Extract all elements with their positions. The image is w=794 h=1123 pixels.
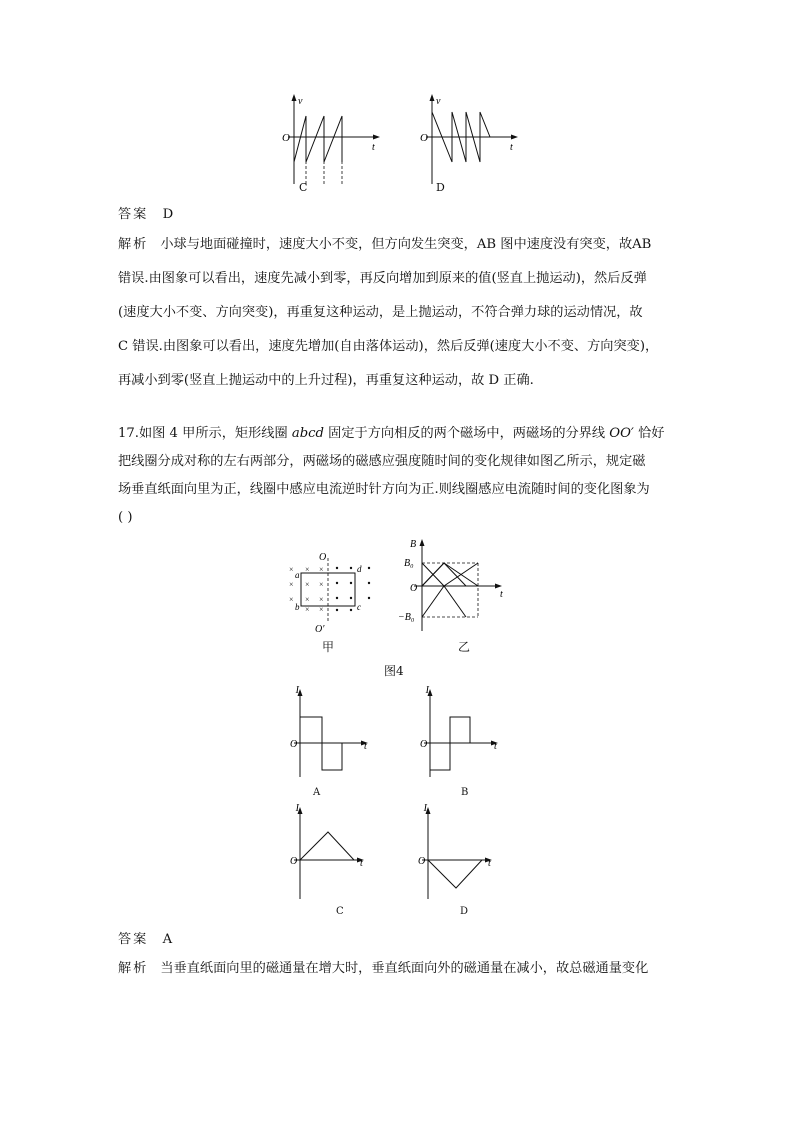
question-line: 把线圈分成对称的左右两部分，两磁场的磁感应强度随时间的变化规律如图乙所示，规定磁: [118, 454, 646, 469]
graph-d-caption: D: [436, 181, 445, 194]
svg-text:×: ×: [289, 580, 294, 589]
analysis-1: [118, 228, 684, 398]
graph-d-velocity: [418, 90, 528, 190]
svg-text:×: ×: [319, 565, 324, 574]
axis-t-label: t: [364, 741, 367, 752]
axis-I-label: I: [295, 803, 299, 814]
analysis-line: 解析 小球与地面碰撞时，速度大小不变，但方向发生突变，AB 图中速度没有突变，故AB: [118, 237, 652, 252]
question-17: [118, 420, 684, 532]
figure-4-jia-coil: [285, 550, 385, 640]
axis-B-label: B: [410, 539, 417, 550]
negB0-label: −B₀: [398, 612, 415, 623]
answer-1: [118, 203, 173, 222]
axis-t-label: t: [360, 858, 363, 869]
option-c-label: C: [336, 906, 344, 917]
origin-label: O: [290, 739, 298, 750]
svg-text:×: ×: [289, 595, 294, 604]
label-a: a: [295, 570, 300, 580]
axis-t-label: t: [510, 142, 513, 153]
axis-v-label: v: [436, 96, 441, 107]
graph-c-caption: C: [299, 181, 308, 194]
question-answer-bracket: ( ): [118, 510, 133, 525]
svg-text:×: ×: [305, 605, 310, 614]
origin-label: O: [418, 856, 426, 867]
option-a-graph: [290, 687, 390, 787]
answer-label: 答案: [118, 932, 149, 947]
origin-label: O: [420, 739, 428, 750]
figure-4-caption: 图4: [384, 664, 404, 678]
analysis-line: (速度大小不变、方向突变)，再重复这种运动，是上抛运动，不符合弹力球的运动情况，故: [118, 305, 643, 320]
answer-label: 答案: [118, 207, 149, 222]
label-b: b: [295, 602, 300, 612]
svg-text:×: ×: [305, 565, 310, 574]
svg-text:×: ×: [305, 580, 310, 589]
option-c-graph: [290, 805, 390, 905]
figure-4-yi-b-t-graph: [400, 535, 510, 635]
svg-text:×: ×: [319, 595, 324, 604]
B0-label: B₀: [404, 558, 414, 569]
analysis-line: 错误.由图象可以看出，速度先减小到零，再反向增加到原来的值(竖直上抛运动)，然后反弹: [118, 271, 647, 286]
axis-t-label: t: [372, 142, 375, 153]
origin-label: O: [420, 132, 428, 144]
analysis-2: [118, 952, 684, 986]
analysis-line: 解析 当垂直纸面向里的磁通量在增大时，垂直纸面向外的磁通量在减小，故总磁通量变化: [118, 961, 649, 976]
origin-label: O: [290, 856, 298, 867]
origin-label: O: [410, 583, 418, 594]
svg-text:×: ×: [319, 580, 324, 589]
answer-value: D: [162, 207, 174, 222]
axis-t-label: t: [488, 858, 491, 869]
label-O-bottom: O′: [315, 624, 325, 635]
label-c: c: [357, 602, 361, 612]
axis-I-label: I: [425, 685, 429, 696]
label-d: d: [357, 564, 362, 574]
question-line: 17.如图 4 甲所示，矩形线圈 abcd 固定于方向相反的两个磁场中，两磁场的分界线 OO′ 恰好: [118, 426, 665, 441]
analysis-line: C 错误.由图象可以看出，速度先增加(自由落体运动)，然后反弹(速度大小不变、方向突变)，: [118, 339, 659, 354]
axis-v-label: v: [298, 96, 303, 107]
answer-2: [118, 928, 172, 947]
axis-t-label: t: [500, 589, 503, 600]
analysis-line: 再减小到零(竖直上抛运动中的上升过程)，再重复这种运动，故 D 正确.: [118, 373, 534, 388]
option-d-label: D: [460, 906, 469, 917]
svg-text:×: ×: [319, 605, 324, 614]
option-a-label: A: [313, 787, 321, 798]
figure-4-yi-caption: 乙: [458, 640, 471, 654]
origin-label: O: [282, 132, 290, 144]
option-b-label: B: [461, 787, 469, 798]
axis-t-label: t: [494, 741, 497, 752]
question-line: 场垂直纸面向里为正，线圈中感应电流逆时针方向为正.则线圈感应电流随时间的变化图象为: [118, 482, 650, 497]
svg-text:×: ×: [305, 595, 310, 604]
analysis-label: 解析: [118, 237, 149, 252]
option-b-graph: [420, 687, 520, 787]
axis-I-label: I: [295, 685, 299, 696]
option-d-graph: [418, 805, 518, 905]
axis-I-label: I: [423, 803, 427, 814]
figure-4-jia-caption: 甲: [322, 640, 335, 654]
answer-value: A: [162, 932, 173, 947]
label-O-top: O: [319, 552, 327, 563]
svg-text:×: ×: [289, 565, 294, 574]
analysis-label: 解析: [118, 961, 149, 976]
graph-c-velocity: [280, 90, 390, 190]
